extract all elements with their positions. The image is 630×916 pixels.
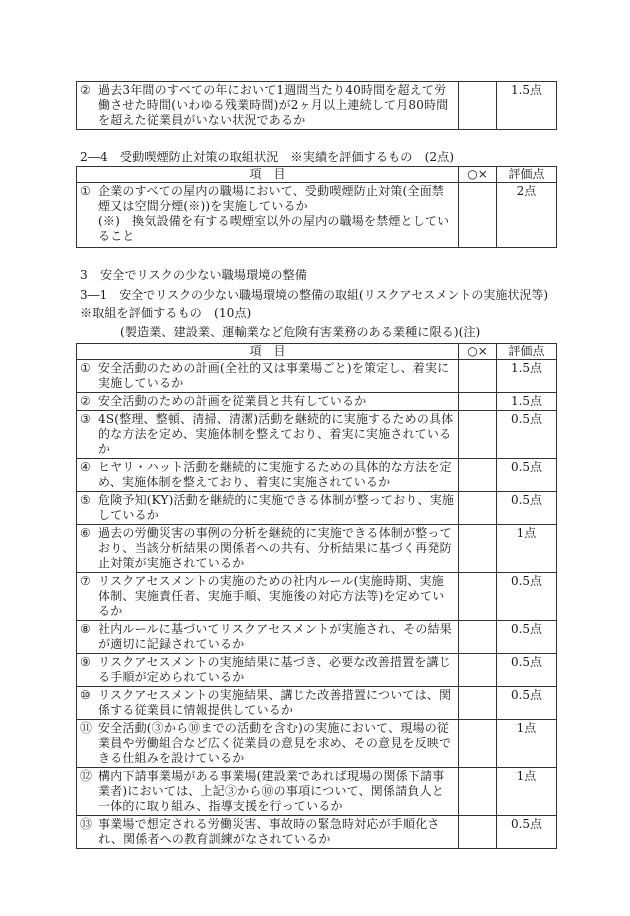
header-score: 評価点 — [497, 167, 557, 183]
header-score: 評価点 — [497, 344, 557, 360]
item-text: 4S(整理、整頓、清掃、清潔)活動を継続的に実施するための具体的な方法を定め、実施体制を整えており、着実に実施されているか — [98, 412, 454, 456]
item-text: 構内下請事業場がある事業場(建設業であれば現場の関係下請事業者)においては、上記③から⑩の事項について、関係請負人と一体的に取り組み、指導支援を行っているか — [98, 769, 445, 813]
check-cell[interactable] — [459, 687, 497, 720]
item-text: 企業のすべての屋内の職場において、受動喫煙防止対策(全面禁煙又は空間分煙(※))を実施しているか — [98, 184, 445, 213]
item-cell — [77, 82, 459, 130]
item-text: 事業場で想定される労働災害、事故時の緊急時対応が手順化され、関係者への教育訓練がなされているか — [98, 817, 440, 846]
item-text: リスクアセスメントの実施結果に基づき、必要な改善措置を講じる手順が定められているか — [98, 655, 451, 684]
item-note: (※) 換気設備を有する喫煙室以外の屋内の職場を禁煙としていること — [98, 214, 450, 243]
item-cell — [77, 183, 459, 248]
table-row — [77, 411, 557, 459]
score-cell: 0.5点 — [497, 816, 557, 849]
score-cell: 0.5点 — [497, 492, 557, 525]
overtime-table — [76, 81, 557, 130]
check-cell[interactable] — [459, 768, 497, 816]
score-cell: 0.5点 — [497, 654, 557, 687]
safety-table — [76, 343, 557, 849]
item-text: 安全活動(③から⑩までの活動を含む)の実施において、現場の従業員や労働組合など広く従業員の意見を求め、その意見を反映できる仕組みを設けているか — [98, 721, 452, 765]
item-number: ⑩ — [80, 688, 91, 702]
item-cell — [77, 654, 459, 687]
header-check: ○× — [459, 344, 497, 360]
table-header-row — [77, 344, 557, 360]
section-heading-2-4: 2―4 受動喫煙防止対策の取組状況 ※実績を評価するもの (2点) — [80, 150, 455, 164]
item-number: ⑧ — [80, 622, 91, 636]
item-number: ⑪ — [80, 721, 93, 735]
smoking-table — [76, 166, 557, 248]
item-number: ⑫ — [80, 769, 93, 783]
item-text: リスクアセスメントの実施結果、講じた改善措置については、関係する従業員に情報提供しているか — [98, 688, 452, 717]
table-row — [77, 573, 557, 621]
item-text: 危険予知(KY)活動を継続的に実施できる体制が整っており、実施しているか — [98, 493, 455, 522]
table-row — [77, 621, 557, 654]
table-row — [77, 816, 557, 849]
item-number: ⑤ — [80, 493, 91, 507]
item-cell — [77, 492, 459, 525]
score-cell: 1.5点 — [497, 82, 557, 130]
item-number: ⑨ — [80, 655, 91, 669]
item-cell — [77, 768, 459, 816]
table-header-row — [77, 167, 557, 183]
item-number: ⑦ — [80, 574, 91, 588]
item-cell — [77, 816, 459, 849]
score-cell: 0.5点 — [497, 621, 557, 654]
item-cell — [77, 360, 459, 393]
check-cell[interactable] — [459, 411, 497, 459]
item-cell — [77, 573, 459, 621]
check-cell[interactable] — [459, 82, 497, 130]
score-cell: 1点 — [497, 768, 557, 816]
table-row — [77, 183, 557, 248]
score-cell: 2点 — [497, 183, 557, 248]
score-cell: 1.5点 — [497, 360, 557, 393]
item-cell — [77, 687, 459, 720]
item-number: ① — [80, 184, 91, 198]
item-text: リスクアセスメントの実施のための社内ルール(実施時期、実施体制、実施責任者、実施手順、実施後の対応方法等)を定めているか — [98, 574, 445, 618]
item-cell — [77, 459, 459, 492]
table-row — [77, 82, 557, 130]
table-row — [77, 492, 557, 525]
check-cell[interactable] — [459, 654, 497, 687]
table-row — [77, 768, 557, 816]
check-cell[interactable] — [459, 816, 497, 849]
item-number: ② — [80, 83, 91, 97]
item-text: 社内ルールに基づいてリスクアセスメントが実施され、その結果が適切に記録されているか — [98, 622, 452, 651]
section-scope: (製造業、建設業、運輸業など危険有害業務のある業種に限る)(注) — [120, 325, 481, 339]
score-cell: 0.5点 — [497, 459, 557, 492]
check-cell[interactable] — [459, 621, 497, 654]
item-text: 安全活動のための計画を従業員と共有しているか — [98, 394, 367, 408]
table-row — [77, 525, 557, 573]
check-cell[interactable] — [459, 525, 497, 573]
table-row — [77, 654, 557, 687]
item-text: 安全活動のための計画(全社的又は事業場ごと)を策定し、着実に実施しているか — [98, 361, 450, 390]
score-cell: 0.5点 — [497, 573, 557, 621]
check-cell[interactable] — [459, 360, 497, 393]
item-number: ③ — [80, 412, 91, 426]
header-check: ○× — [459, 167, 497, 183]
table-row — [77, 360, 557, 393]
section-subheading-3-1: 3―1 安全でリスクの少ない職場環境の整備の取組(リスクアセスメントの実施状況等) — [80, 288, 549, 302]
score-cell: 1点 — [497, 720, 557, 768]
check-cell[interactable] — [459, 573, 497, 621]
item-number: ⑬ — [80, 817, 93, 831]
header-item: 項 目 — [77, 344, 459, 360]
header-item: 項 目 — [77, 167, 459, 183]
item-number: ② — [80, 394, 91, 408]
table-row — [77, 687, 557, 720]
item-cell — [77, 720, 459, 768]
table-row — [77, 459, 557, 492]
item-text: 過去の労働災害の事例の分析を継続的に実施できる体制が整っており、当該分析結果の関係者への共有、分析結果に基づく再発防止対策が実施されているか — [98, 526, 452, 570]
item-cell — [77, 621, 459, 654]
score-cell: 1点 — [497, 525, 557, 573]
score-cell: 1.5点 — [497, 393, 557, 411]
item-cell — [77, 393, 459, 411]
item-number: ④ — [80, 460, 91, 474]
section-heading-3: 3 安全でリスクの少ない職場環境の整備 — [80, 268, 307, 282]
table-row — [77, 720, 557, 768]
item-cell — [77, 525, 459, 573]
item-cell — [77, 411, 459, 459]
check-cell[interactable] — [459, 459, 497, 492]
section-note: ※取組を評価するもの (10点) — [80, 306, 252, 320]
item-text: ヒヤリ・ハット活動を継続的に実施するための具体的な方法を定め、実施体制を整えており、着実に実施されているか — [98, 460, 452, 489]
score-cell: 0.5点 — [497, 411, 557, 459]
check-cell[interactable] — [459, 492, 497, 525]
check-cell[interactable] — [459, 393, 497, 411]
item-number: ⑥ — [80, 526, 91, 540]
table-row — [77, 393, 557, 411]
item-number: ① — [80, 361, 91, 375]
check-cell[interactable] — [459, 183, 497, 248]
score-cell: 0.5点 — [497, 687, 557, 720]
check-cell[interactable] — [459, 720, 497, 768]
item-text: 過去3年間のすべての年において1週間当たり40時間を超えて労働させた時間(いわゆる残業時間)が2ヶ月以上連続して月80時間を超えた従業員がいない状況であるか — [98, 83, 449, 127]
